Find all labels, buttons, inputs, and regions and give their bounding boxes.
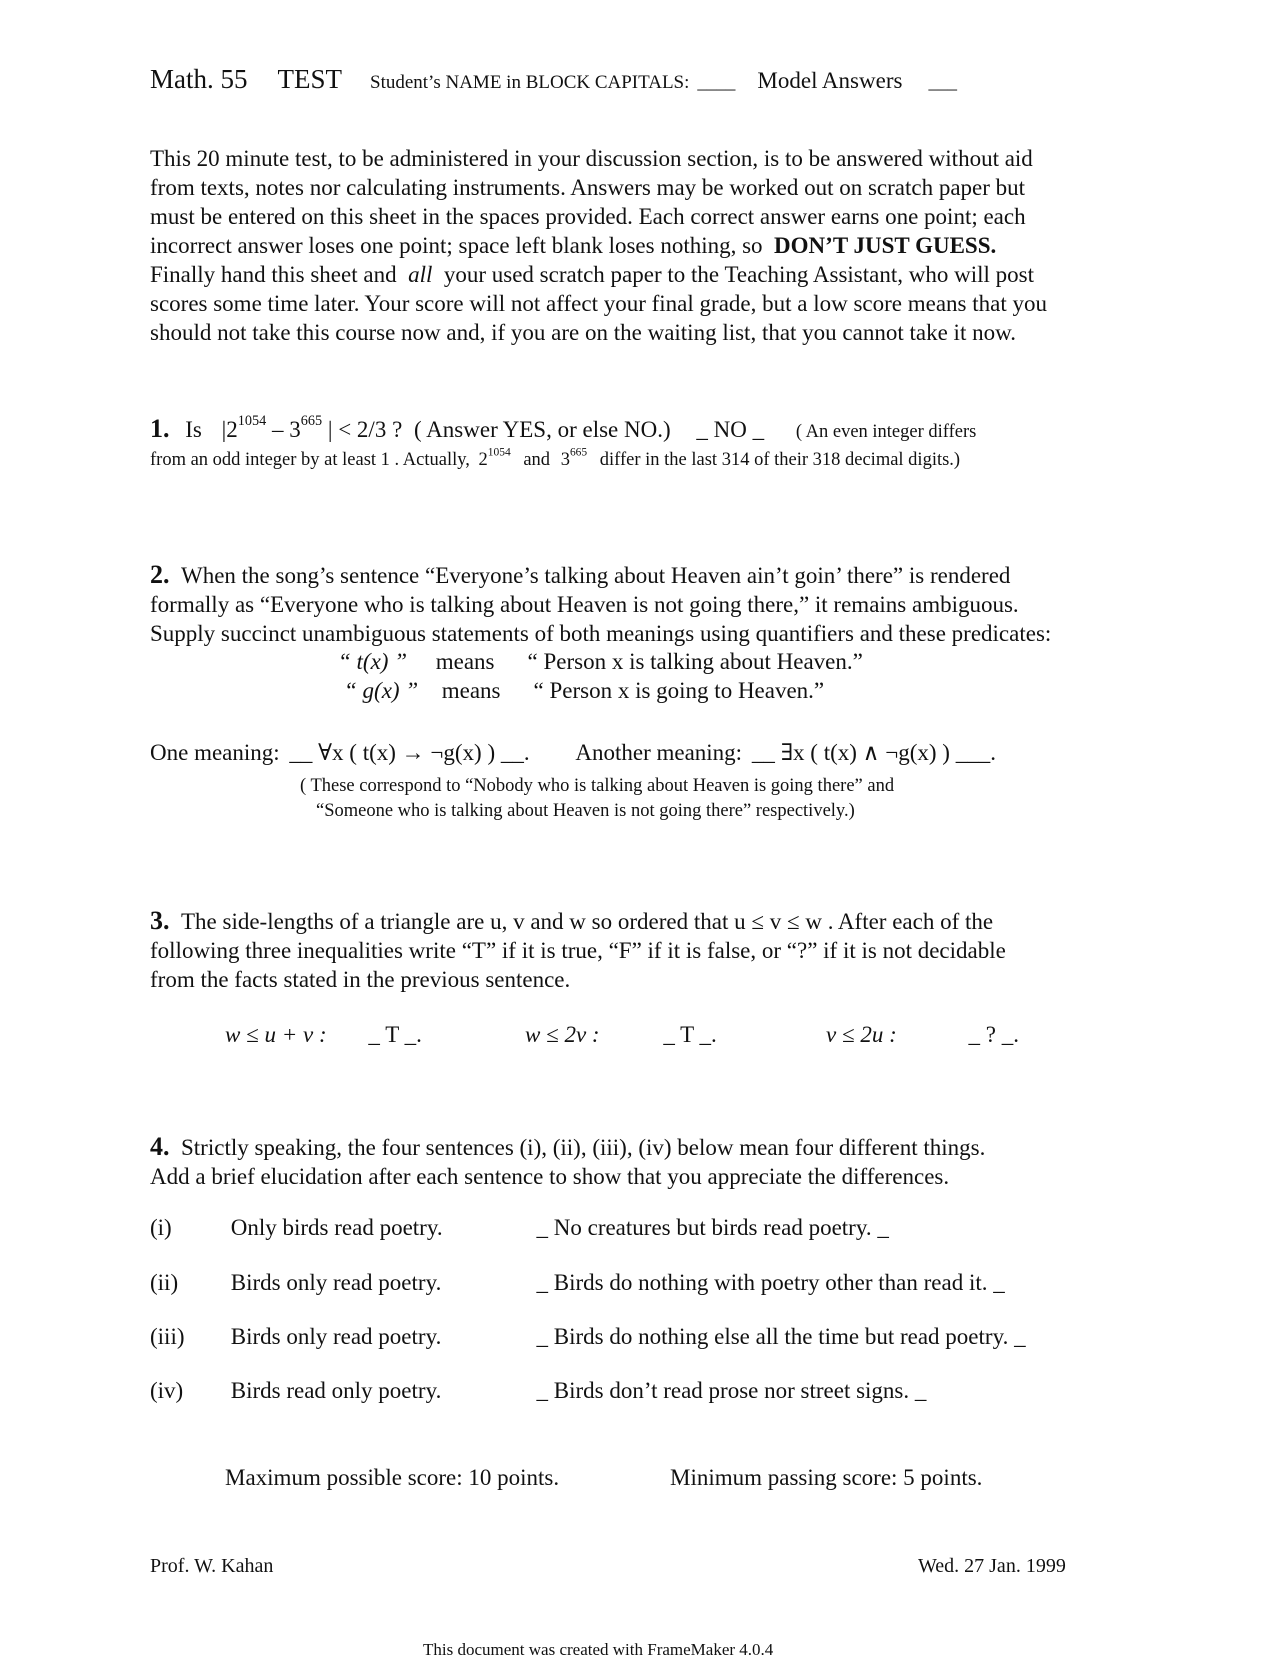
question-number: 3. [150, 906, 170, 935]
question-number: 2. [150, 560, 170, 589]
answer-q3-3: _ ? _. [968, 1022, 1019, 1047]
intro-line: incorrect answer loses one point; space left blank loses nothing, so DON’T JUST GUESS. [150, 233, 997, 258]
intro-line: from texts, notes nor calculating instruments. Answers may be worked out on scratch paper but [150, 175, 1026, 200]
answer-q4-ii: _ Birds do nothing with poetry other than read it. _ [536, 1270, 1005, 1295]
intro-line: should not take this course now and, if you are on the waiting list, that you cannot take it now. [150, 320, 1016, 345]
answer-q2-another: __ ∃x ( t(x) ∧ ¬g(x) ) ___. [751, 740, 996, 765]
intro-line: scores some time later. Your score will not affect your final grade, but a low score means that you [150, 291, 1047, 316]
answer-q4-iv: _ Birds don’t read prose nor street signs. _ [536, 1378, 927, 1403]
warning-bold: DON’T JUST GUESS. [774, 233, 997, 258]
question-number: 4. [150, 1132, 170, 1161]
name-blank-left: ____ [697, 72, 736, 93]
q4-item: (i) Only birds read poetry. _ No creatures but birds read poetry. _ [150, 1215, 889, 1240]
q4-item: (iii) Birds only read poetry. _ Birds do nothing else all the time but read poetry. _ [150, 1324, 1026, 1349]
answer-q3-1: _ T _. [368, 1022, 422, 1047]
meanings-row: One meaning: __ ∀x ( t(x) → ¬g(x) ) __. Another meaning: __ ∃x ( t(x) ∧ ¬g(x) ) ___. [150, 740, 996, 765]
model-answers: Model Answers [757, 68, 903, 93]
answer-q1: _ NO _ [696, 417, 765, 442]
emphasis-all: all [408, 262, 433, 287]
question-2: 2. When the song’s sentence “Everyone’s talking about Heaven ain’t goin’ there” is rendered formally as “Everyone who is talking about Heaven is not going there,” it remains ambiguous. Supply succinct unambiguous statements of both meanings using quantifiers and these predicates: [150, 560, 1052, 646]
footer-author: Prof. W. Kahan [150, 1555, 274, 1577]
footer-created-with: This document was created with FrameMaker 4.0.4 [423, 1640, 774, 1659]
predicate-t: “ t(x) ” means “ Person x is talking about Heaven.” [338, 649, 863, 674]
question-1: 1. Is $|2^{1054} - 3^{665}$ | < 2/3 ? ( Answer YES, or else NO.) _ NO _ ( An even integer differs [150, 412, 977, 443]
question-3: 3. The side-lengths of a triangle are u, v and w so ordered that u ≤ v ≤ w . After each of the following three inequalities write “T” if it is true, “F” if it is false, or “?” if it is not decidable from the facts stated in the previous sentence. [150, 906, 1006, 992]
min-score: Minimum passing score: 5 points. [670, 1465, 983, 1490]
test-title: TEST [277, 64, 342, 94]
predicate-g: “ g(x) ” means “ Person x is going to Heaven.” [344, 678, 825, 703]
answer-q2-one: __ ∀x ( t(x) → ¬g(x) ) __. [289, 740, 530, 765]
q4-item: (iv) Birds read only poetry. _ Birds don’t read prose nor street signs. _ [150, 1378, 927, 1403]
page-header [150, 64, 957, 95]
question-number: 1. [150, 414, 170, 443]
answer-q4-i: _ No creatures but birds read poetry. _ [536, 1215, 889, 1240]
intro-line: Finally hand this sheet and all your used scratch paper to the Teaching Assistant, who will post [150, 262, 1034, 287]
intro-line: This 20 minute test, to be administered in your discussion section, is to be answered without aid [150, 146, 1033, 171]
name-label: Student’s NAME in BLOCK CAPITALS: [370, 72, 690, 93]
q2-note-1: ( These correspond to “Nobody who is talking about Heaven is going there” and [300, 776, 895, 796]
course-title: Math. 55 [150, 64, 248, 94]
inequality-2: w ≤ 2v : _ T _. [525, 1022, 717, 1047]
answer-q3-2: _ T _. [663, 1022, 717, 1047]
answer-q4-iii: _ Birds do nothing else all the time but read poetry. _ [536, 1324, 1026, 1349]
q1-note: from an odd integer by at least 1 . Actually, $2^{1054}$ and $3^{665}$ differ in the last 314 of their 318 decimal digits.) [150, 446, 961, 470]
inequality-3: v ≤ 2u : _ ? _. [826, 1022, 1019, 1047]
intro-line: must be entered on this sheet in the spaces provided. Each correct answer earns one point; each [150, 204, 1026, 229]
q4-item: (ii) Birds only read poetry. _ Birds do nothing with poetry other than read it. _ [150, 1270, 1005, 1295]
footer-date: Wed. 27 Jan. 1999 [918, 1555, 1066, 1577]
q2-note-2: “Someone who is talking about Heaven is not going there” respectively.) [316, 801, 855, 821]
intro-paragraph [150, 144, 1150, 347]
name-blank-right: ___ [928, 72, 957, 93]
max-score: Maximum possible score: 10 points. [225, 1465, 560, 1490]
inequality-1: w ≤ u + v : _ T _. [225, 1022, 422, 1047]
question-4: 4. Strictly speaking, the four sentences (i), (ii), (iii), (iv) below mean four different things. Add a brief elucidation after each sentence to show that you appreciate the differences. [150, 1132, 986, 1189]
